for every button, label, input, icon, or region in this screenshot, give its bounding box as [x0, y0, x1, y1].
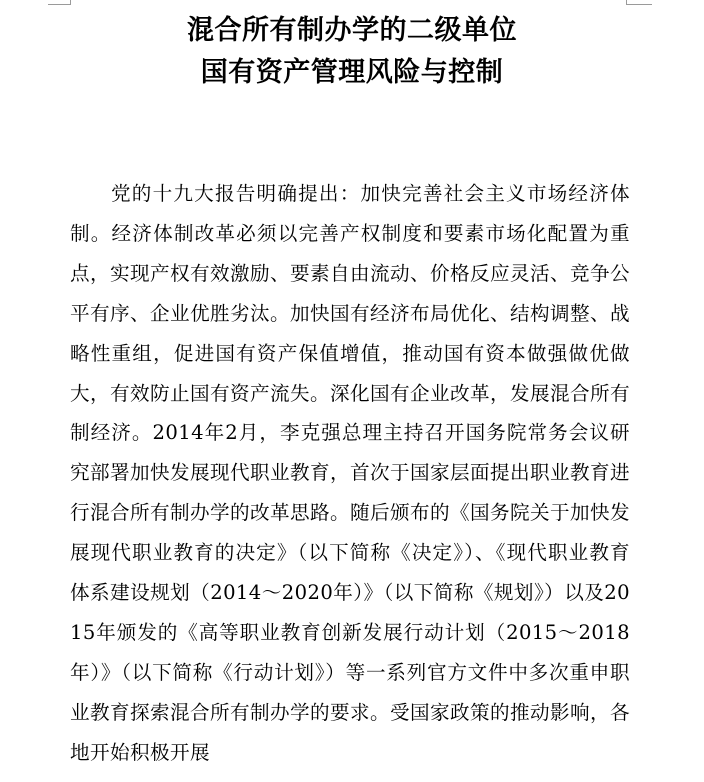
crop-mark-top-right: [626, 4, 652, 5]
crop-mark-top-right-vertical: [626, 0, 627, 5]
crop-mark-top-left-vertical: [70, 0, 71, 5]
body-paragraph: 党的十九大报告明确提出：加快完善社会主义市场经济体制。经济体制改革必须以完善产权制度和要素市场化配置为重点，实现产权有效激励、要素自由流动、价格反应灵活、竞争公平有序、企业优胜劣汰。加快国有经济布局优化、结构调整、战略性重组，促进国有资产保值增值，推动国有资本做强做优做大，有效防止国有资产流失。深化国有企业改革，发展混合所有制经济。2014年2月，李克强总理主持召开国务院常务会议研究部署加快发展现代职业教育，首次于国家层面提出职业教育进行混合所有制办学的改革思路。随后颁布的《国务院关于加快发展现代职业教育的决定》（以下简称《决定》）、《现代职业教育体系建设规划（2014～2020年）》（以下简称《规划》）以及2015年颁发的《高等职业教育创新发展行动计划（2015～2018年）》（以下简称《行动计划》）等一系列官方文件中多次重申职业教育探索混合所有制办学的要求。受国家政策的推动影响，各地开始积极开展: [70, 182, 630, 764]
document-title-line-2: 国有资产管理风险与控制: [200, 57, 504, 88]
crop-mark-top-left: [48, 4, 70, 5]
document-title-line-1: 混合所有制办学的二级单位: [187, 15, 517, 46]
